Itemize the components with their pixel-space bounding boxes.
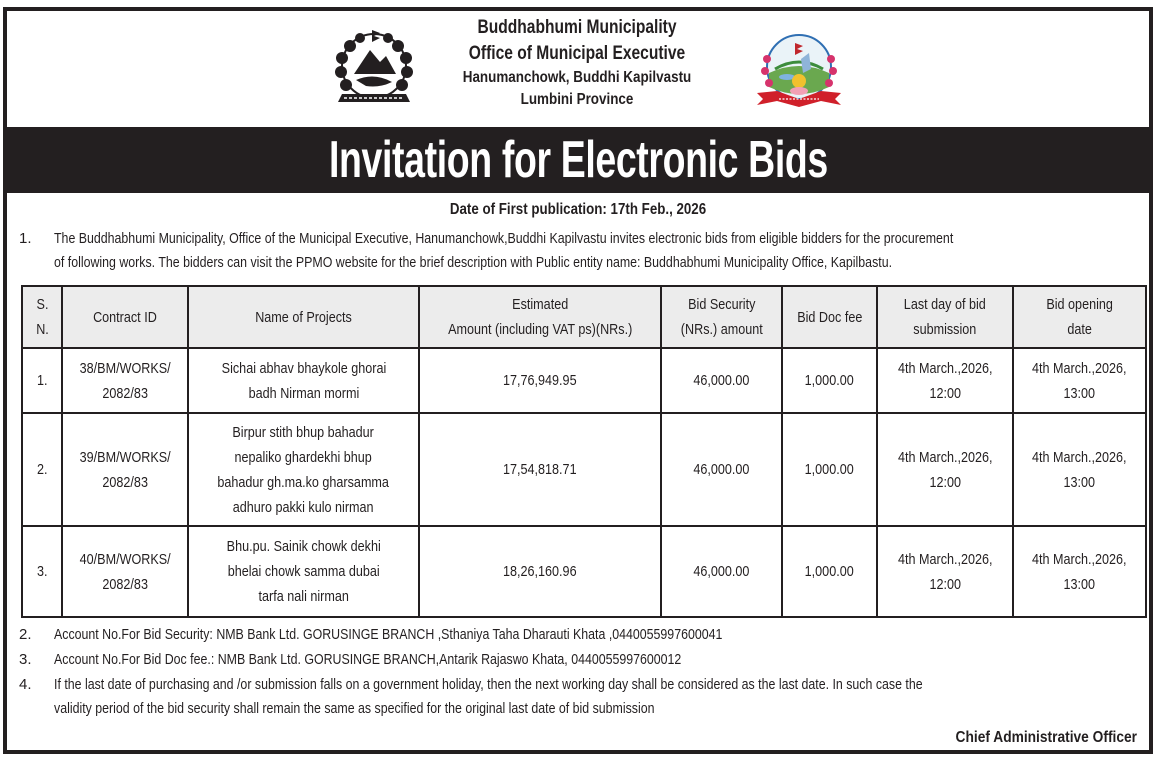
column-header-contract-id: Contract ID [62,286,188,348]
cell-bid-security: 46,000.00 [661,413,782,526]
column-header-opening-date: Bid opening date [1013,286,1146,348]
cell-bid-security: 46,000.00 [661,348,782,413]
cell-sn: 1. [22,348,62,413]
paragraph-4 [7,673,1149,723]
cell-opening-date: 4th March.,2026, 13:00 [1013,526,1146,617]
cell-opening-date: 4th March.,2026, 13:00 [1013,413,1146,526]
paragraph-number: 2. [19,626,32,643]
paragraph-text: Account No.For Bid Security: NMB Bank Ltd. GORUSINGE BRANCH ,Sthaniya Taha Dharauti Khata ,0440055997600041 [54,626,723,643]
paragraph-text [54,673,1011,721]
cell-opening-date: 4th March.,2026, 13:00 [1013,348,1146,413]
paragraph-line: The Buddhabhumi Municipality, Office of the Municipal Executive, Hanumanchowk,Buddhi Kapilvastu invites electronic bids from eligible bidders for the procurement [54,230,954,247]
cell-last-day: 4th March.,2026, 12:00 [877,348,1013,413]
cell-contract-id: 38/BM/WORKS/ 2082/83 [62,348,188,413]
paragraph-line: If the last date of purchasing and /or submission falls on a government holiday, then the next working day shall be considered as the last date. In such case the [54,676,923,693]
municipality-logo-icon [749,29,849,113]
table-header-row [22,286,1146,348]
column-header-project-name: Name of Projects [188,286,419,348]
paragraph-number: 1. [19,230,32,247]
column-header-doc-fee: Bid Doc fee [782,286,877,348]
bids-table [21,285,1147,618]
column-header-sn: S. N. [22,286,62,348]
publication-date: Date of First publication: 17th Feb., 2026 [449,201,707,218]
paragraph-number: 3. [19,651,32,668]
table-row [22,348,1146,413]
paragraph-line: of following works. The bidders can visit the PPMO website for the brief description with Public entity name: Buddhabhumi Municipality Office, Kapilbastu. [54,254,893,271]
office-name: Office of Municipal Executive [468,43,686,64]
province-name: Lumbini Province [520,91,634,108]
notice-banner [7,127,1149,193]
column-header-estimated-amount: Estimated Amount (including VAT ps)(NRs.) [419,286,661,348]
notice-header [7,11,1149,127]
office-address: Hanumanchowk, Buddhi Kapilvastu [462,69,692,86]
paragraph-text: Account No.For Bid Doc fee.: NMB Bank Ltd. GORUSINGE BRANCH,Antarik Rajaswo Khata, 0440055997600012 [54,651,682,668]
cell-estimated-amount: 18,26,160.96 [419,526,661,617]
cell-last-day: 4th March.,2026, 12:00 [877,526,1013,617]
cell-doc-fee: 1,000.00 [782,526,877,617]
cell-bid-security: 46,000.00 [661,526,782,617]
cell-project-name: Bhu.pu. Sainik chowk dekhi bhelai chowk samma dubai tarfa nali nirman [188,526,419,617]
paragraph-text [54,227,1011,275]
notice-frame [3,7,1153,754]
signatory-title: Chief Administrative Officer [955,729,1137,746]
nepal-emblem-icon [330,26,418,110]
cell-project-name: Sichai abhav bhaykole ghorai badh Nirman mormi [188,348,419,413]
notice-title: Invitation for Electronic Bids [328,131,828,189]
cell-project-name: Birpur stith bhup bahadur nepaliko ghardekhi bhup bahadur gh.ma.ko gharsamma adhuro pakki kulo nirman [188,413,419,526]
column-header-bid-security: Bid Security (NRs.) amount [661,286,782,348]
cell-estimated-amount: 17,76,949.95 [419,348,661,413]
municipality-name: Buddhabhumi Municipality [477,17,677,38]
cell-estimated-amount: 17,54,818.71 [419,413,661,526]
cell-contract-id: 39/BM/WORKS/ 2082/83 [62,413,188,526]
table-row [22,526,1146,617]
office-heading [407,15,747,111]
cell-sn: 2. [22,413,62,526]
cell-sn: 3. [22,526,62,617]
cell-doc-fee: 1,000.00 [782,348,877,413]
paragraph-3 [7,648,1149,672]
paragraph-line: validity period of the bid security shall remain the same as specified for the original last date of bid submission [54,700,655,717]
paragraph-1 [7,227,1149,277]
cell-contract-id: 40/BM/WORKS/ 2082/83 [62,526,188,617]
cell-last-day: 4th March.,2026, 12:00 [877,413,1013,526]
cell-doc-fee: 1,000.00 [782,413,877,526]
paragraph-2 [7,623,1149,647]
table-row [22,413,1146,526]
column-header-last-day: Last day of bid submission [877,286,1013,348]
paragraph-number: 4. [19,676,32,693]
